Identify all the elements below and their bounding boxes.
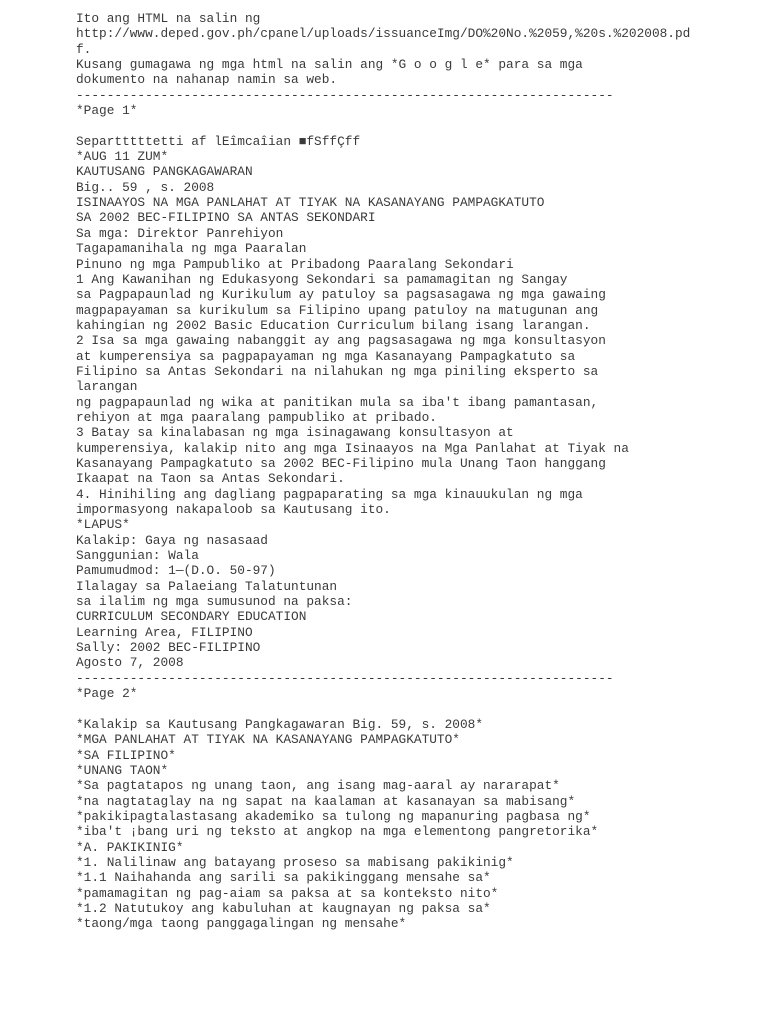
text-line: SA 2002 BEC-FILIPINO SA ANTAS SEKONDARI bbox=[76, 210, 376, 226]
text-line: larangan bbox=[76, 379, 138, 395]
text-line: *LAPUS* bbox=[76, 517, 130, 533]
separator-line: ---------------------------------------------------------------------- bbox=[76, 670, 614, 686]
text-line: Ito ang HTML na salin ng bbox=[76, 11, 261, 26]
text-line: Ilalagay sa Palaeiang Talatuntunan bbox=[76, 578, 338, 594]
text-line: *pakikipagtalastasang akademiko sa tulong ng mapanuring pagbasa ng* bbox=[76, 808, 591, 824]
text-line: sa ilalim ng mga sumusunod na paksa: bbox=[76, 594, 353, 610]
text-line: *Kalakip sa Kautusang Pangkagawaran Big. 59, s. 2008* bbox=[76, 716, 484, 732]
text-line: 4. Hinihiling ang dagliang pagpaparating sa mga kinauukulan ng mga bbox=[76, 486, 583, 502]
text-line: *1.2 Natutukoy ang kabuluhan at kaugnayan ng paksa sa* bbox=[76, 900, 491, 916]
text-line: Pinuno ng mga Pampubliko at Pribadong Paaralang Sekondari bbox=[76, 256, 514, 272]
text-line: 1 Ang Kawanihan ng Edukasyong Sekondari sa pamamagitan ng Sangay bbox=[76, 271, 568, 287]
text-line: Kusang gumagawa ng mga html na salin ang *G o o g l e* para sa mga bbox=[76, 57, 583, 73]
text-line: Sanggunian: Wala bbox=[76, 548, 199, 564]
text-line: impormasyong nakapaloob sa Kautusang ito. bbox=[76, 502, 391, 517]
text-line: *1.1 Naihahanda ang sarili sa pakikinggang mensahe sa* bbox=[76, 870, 491, 886]
blank-line bbox=[76, 701, 756, 716]
text-line: *Sa pagtatapos ng unang taon, ang isang mag-aaral ay nararapat* bbox=[76, 778, 560, 794]
text-line: magpapayaman sa kurikulum sa Filipino upang patuloy na matugunan ang bbox=[76, 302, 599, 318]
text-line: dokumento na nahanap namin sa web. bbox=[76, 72, 338, 88]
text-line: *UNANG TAON* bbox=[76, 762, 169, 778]
text-line: Kalakip: Gaya ng nasasaad bbox=[76, 532, 268, 548]
text-line: *na nagtataglay na ng sapat na kaalaman at kasanayan sa mabisang* bbox=[76, 793, 576, 809]
text-line: *pamamagitan ng pag-aiam sa paksa at sa konteksto nito* bbox=[76, 885, 499, 901]
text-line: ISINAAYOS NA MGA PANLAHAT AT TIYAK NA KASANAYANG PAMPAGKATUTO bbox=[76, 195, 545, 211]
text-line: *iba't ¡bang uri ng teksto at angkop na mga elementong pangretorika* bbox=[76, 824, 599, 840]
page-marker: *Page 1* bbox=[76, 103, 138, 119]
text-line: *taong/mga taong panggagalingan ng mensahe* bbox=[76, 916, 407, 932]
text-line: *SA FILIPINO* bbox=[76, 747, 176, 763]
text-line: 2 Isa sa mga gawaing nabanggit ay ang pagsasagawa ng mga konsultasyon bbox=[76, 333, 606, 349]
text-line: *AUG 11 ZUM* bbox=[76, 149, 169, 165]
text-line: Sally: 2002 BEC-FILIPINO bbox=[76, 640, 261, 656]
text-line: Pamumudmod: 1—(D.O. 50-97) bbox=[76, 563, 276, 579]
text-line: Big.. 59 , s. 2008 bbox=[76, 179, 215, 195]
text-line: Sa mga: Direktor Panrehiyon bbox=[76, 225, 284, 241]
text-line: ng pagpapaunlad ng wika at panitikan mula sa iba't ibang pamantasan, bbox=[76, 394, 599, 410]
text-line: Learning Area, FILIPINO bbox=[76, 624, 253, 640]
text-line: Tagapamanihala ng mga Paaralan bbox=[76, 241, 307, 257]
text-line: f. bbox=[76, 41, 92, 57]
text-line: at kumperensiya sa pagpapayaman ng mga Kasanayang Pampagkatuto sa bbox=[76, 348, 576, 364]
source-url-text: http://www.deped.gov.ph/cpanel/uploads/issuanceImg/DO%20No.%2059,%20s.%202008.pd bbox=[76, 26, 691, 42]
text-line: *MGA PANLAHAT AT TIYAK NA KASANAYANG PAMPAGKATUTO* bbox=[76, 732, 460, 748]
text-line: *A. PAKIKINIG* bbox=[76, 839, 184, 855]
blank-line bbox=[76, 118, 756, 133]
text-line: KAUTUSANG PANGKAGAWARAN bbox=[76, 164, 253, 180]
text-line: Agosto 7, 2008 bbox=[76, 655, 184, 671]
text-line: rehiyon at mga paaralang pampubliko at pribado. bbox=[76, 409, 437, 425]
document-text bbox=[76, 11, 756, 932]
separator-line: ---------------------------------------------------------------------- bbox=[76, 87, 614, 103]
page-marker: *Page 2* bbox=[76, 686, 138, 702]
text-line: sa Pagpapaunlad ng Kurikulum ay patuloy sa pagsasagawa ng mga gawaing bbox=[76, 287, 606, 303]
text-line: Kasanayang Pampagkatuto sa 2002 BEC-Filipino mula Unang Taon hanggang bbox=[76, 455, 606, 471]
text-line: Separtttttetti af lEîmcaîian ■fSffÇff bbox=[76, 133, 361, 149]
text-line: 3 Batay sa kinalabasan ng mga isinagawang konsultasyon at bbox=[76, 425, 514, 441]
text-line: CURRICULUM SECONDARY EDUCATION bbox=[76, 609, 307, 625]
text-line: *1. Nalilinaw ang batayang proseso sa mabisang pakikinig* bbox=[76, 854, 514, 870]
text-line: kumperensiya, kalakip nito ang mga Isinaayos na Mga Panlahat at Tiyak na bbox=[76, 440, 629, 456]
text-line: kahingian ng 2002 Basic Education Curriculum bilang isang larangan. bbox=[76, 317, 591, 333]
text-line: Filipino sa Antas Sekondari na nilahukan ng mga piniling eksperto sa bbox=[76, 363, 599, 379]
text-line: Ikaapat na Taon sa Antas Sekondari. bbox=[76, 471, 345, 487]
